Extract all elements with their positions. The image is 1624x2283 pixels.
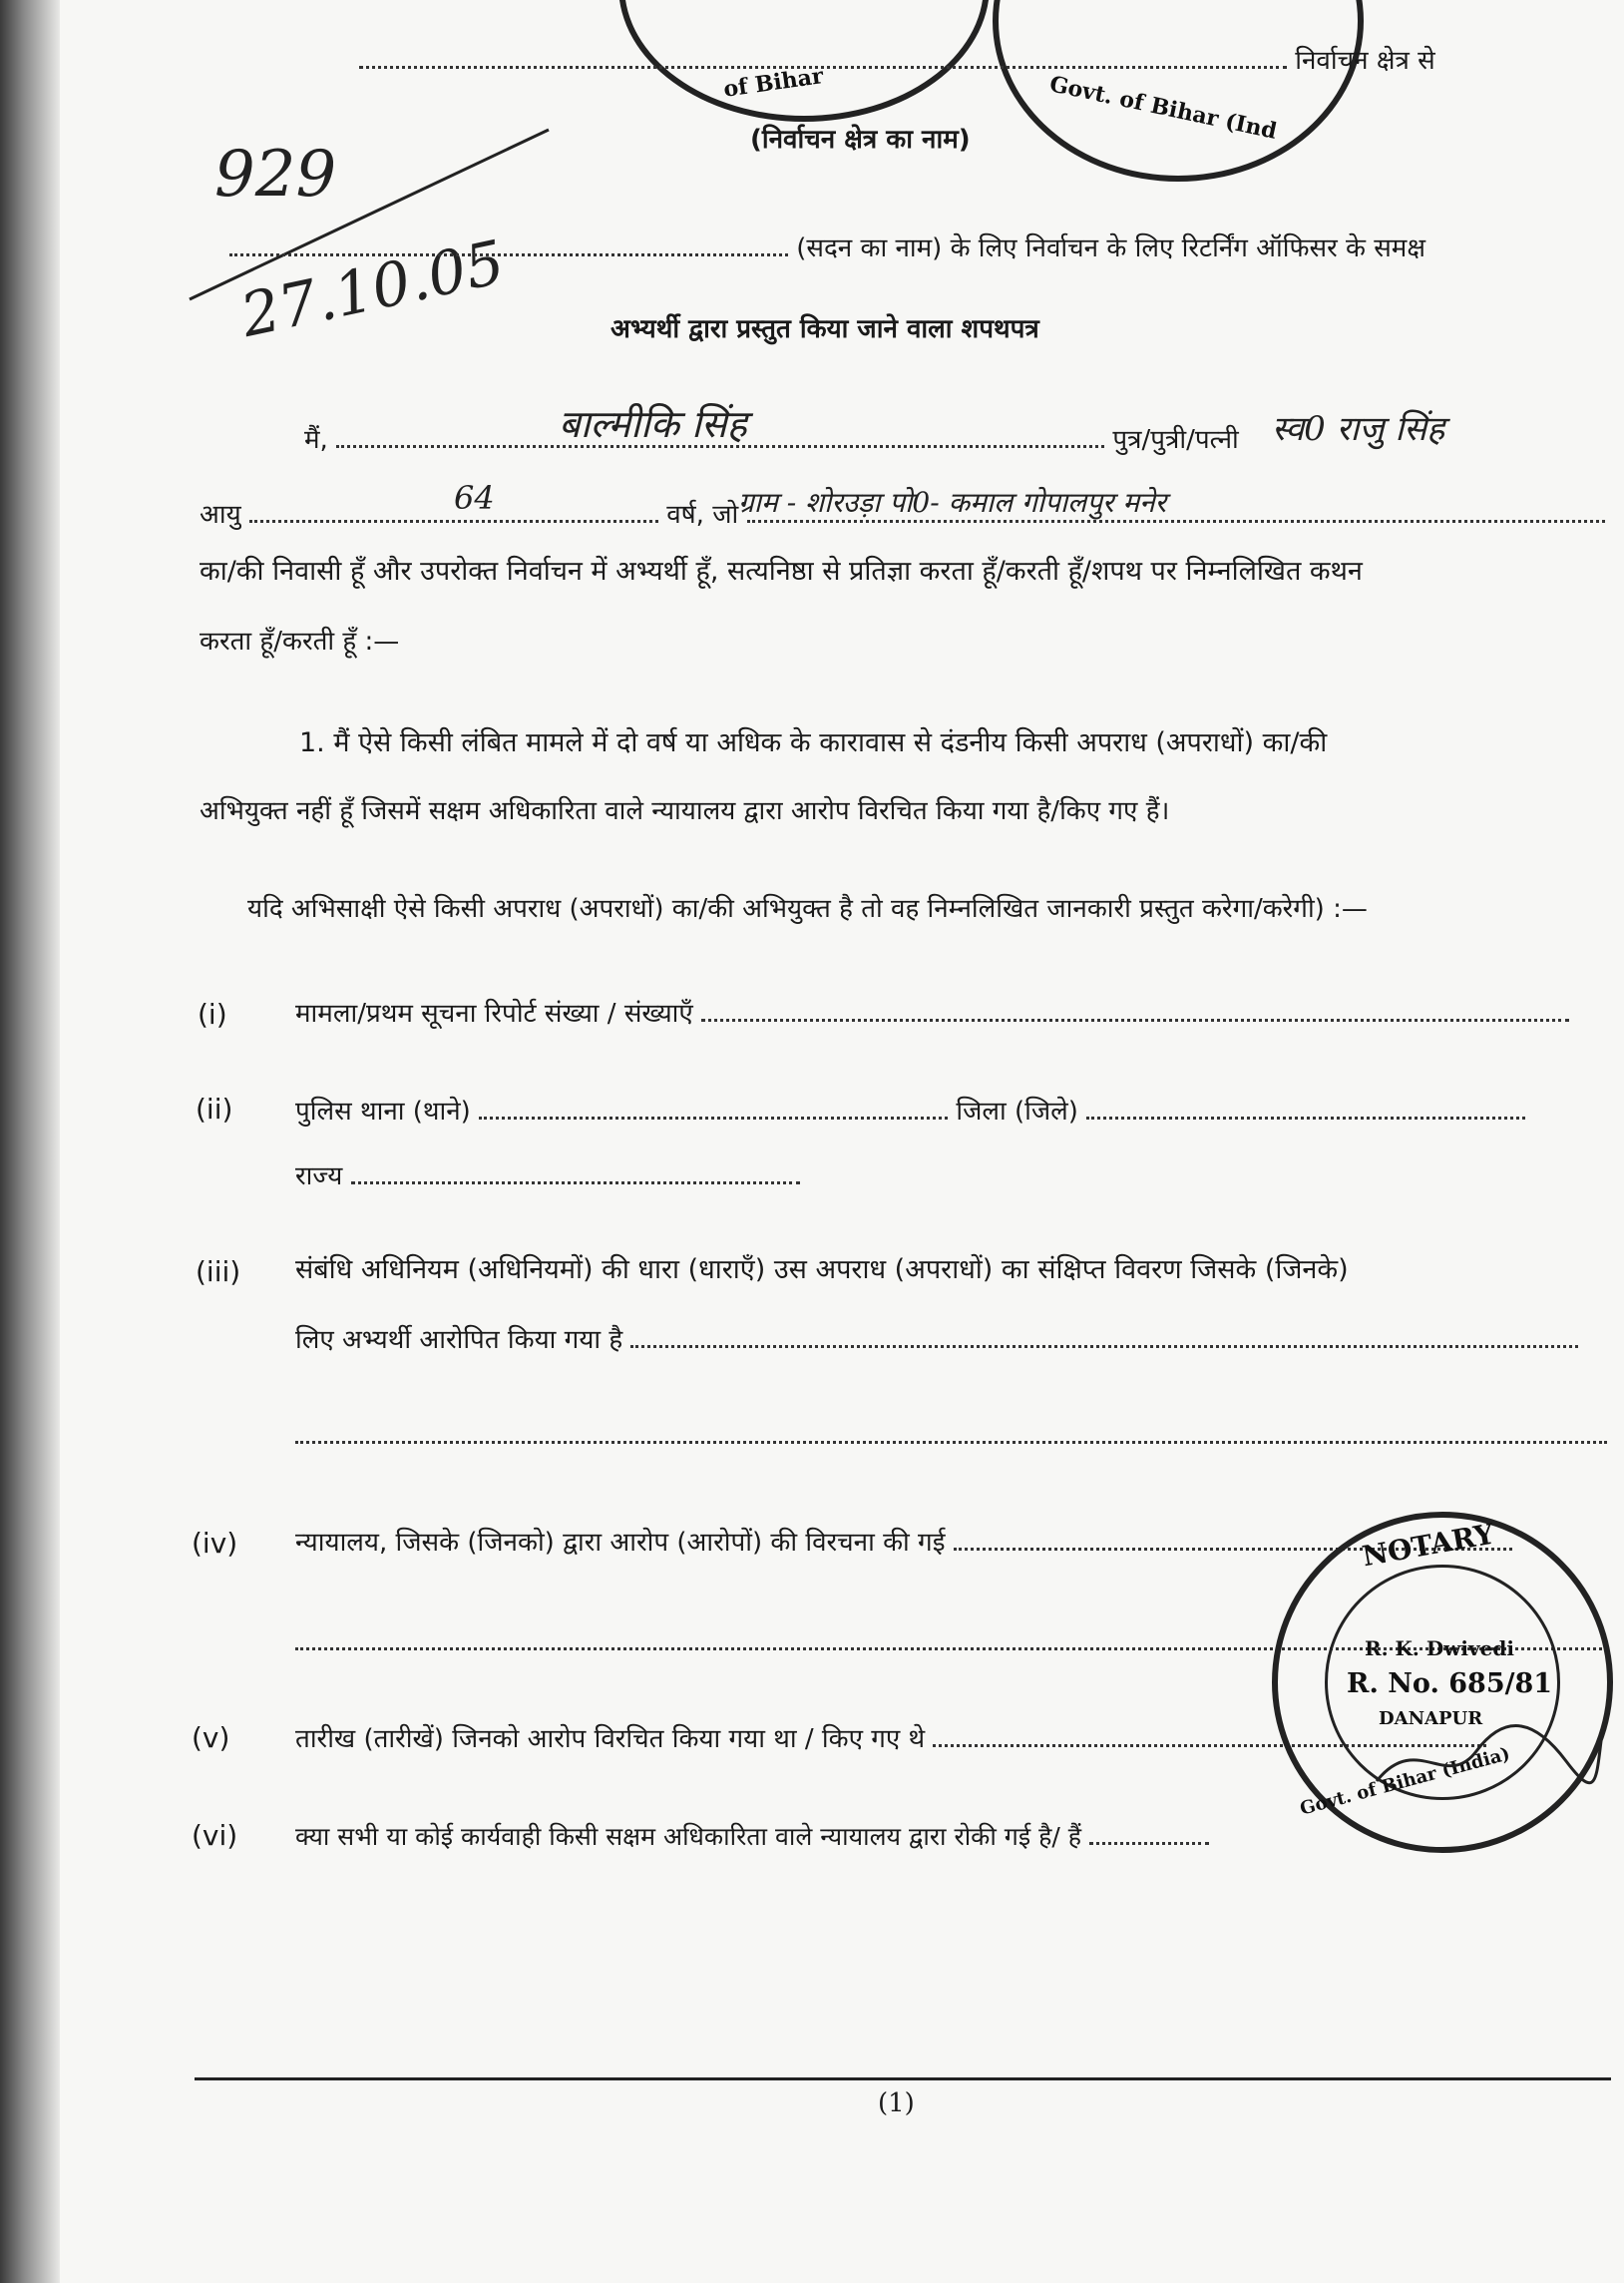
receipt-number: 929	[214, 138, 337, 212]
item-number: (i)	[198, 998, 227, 1031]
clause1-condition: यदि अभिसाक्षी ऐसे किसी अपराध (अपराधों) का/की अभियुक्त है तो वह निम्नलिखित जानकारी प्रस्तुत करेगा/करेगी) :—	[247, 894, 1368, 924]
item-ii-line	[295, 1091, 1525, 1130]
item-text: मामला/प्रथम सूचना रिपोर्ट संख्या / संख्याएँ	[295, 999, 693, 1029]
address-value: ग्राम - शोरउड़ा पो0- कमाल गोपालपुर मनेर	[738, 486, 1167, 519]
relation-name: स्व0 राजु सिंह	[1272, 409, 1445, 449]
item-vi-line	[295, 1816, 1209, 1855]
deponent-prefix: मैं,	[304, 425, 328, 455]
item-number: (vi)	[192, 1819, 238, 1852]
years-label: वर्ष, जो	[666, 500, 739, 530]
notary-ring-text: Govt. of Bihar (India)	[1297, 1743, 1512, 1820]
constituency-line	[359, 40, 1435, 79]
item-number: (iv)	[192, 1527, 238, 1560]
age-label: आयु	[200, 500, 241, 530]
police-station-dots	[479, 1091, 948, 1120]
constituency-dots	[359, 40, 1287, 69]
notary-signature	[1367, 1711, 1606, 1801]
item-iii-extra-line	[295, 1415, 1607, 1454]
receipt-date: 27.10.05	[234, 227, 511, 352]
item-text: संबंधि अधिनियम (अधिनियमों) की धारा (धाराएँ) उस अपराध (अपराधों) का संक्षिप्त विवरण जिसके (जिनके)	[295, 1254, 1349, 1285]
scan-edge-shadow	[0, 0, 60, 2283]
deponent-name: बाल्मीकि सिंह	[559, 402, 747, 446]
notary-registration: R. No. 685/81	[1347, 1668, 1553, 1699]
deponent-name-line	[304, 419, 1239, 458]
notary-place: DANAPUR	[1379, 1708, 1483, 1729]
item-i-dots	[701, 993, 1569, 1022]
house-dots	[229, 228, 788, 256]
top-right-seal-text: Govt. of Bihar (Ind	[1046, 71, 1280, 145]
receipt-strike-line	[180, 120, 559, 319]
state-dots	[351, 1155, 800, 1184]
clause1-line2: अभियुक्त नहीं हूँ जिसमें सक्षम अधिकारिता वाले न्यायालय द्वारा आरोप विरचित किया गया है/किए गए हैं।	[200, 796, 1170, 826]
house-line	[229, 228, 1425, 266]
top-left-seal-text: of Bihar	[721, 63, 825, 103]
relation-label: पुत्र/पुत्री/पत्नी	[1112, 425, 1239, 455]
page-number: (1)	[878, 2088, 915, 2118]
notary-heading: NOTARY	[1360, 1517, 1497, 1574]
notary-name: R. K. Dwivedi	[1365, 1636, 1514, 1660]
item-number: (iii)	[196, 1255, 241, 1288]
clause1-line1: 1. मैं ऐसे किसी लंबित मामले में दो वर्ष या अधिक के कारावास से दंडनीय किसी अपराध (अपराधों) का/की	[299, 727, 1328, 758]
item-iii-extra-dots	[295, 1415, 1607, 1444]
item-number: (v)	[192, 1721, 230, 1754]
item-number: (ii)	[196, 1093, 233, 1126]
item-text: लिए अभ्यर्थी आरोपित किया गया है	[295, 1325, 623, 1355]
item-text: तारीख (तारीखें) जिनको आरोप विरचित किया गया था / किए गए थे	[295, 1724, 926, 1754]
item-text: न्यायालय, जिसके (जिनको) द्वारा आरोप (आरोपों) की विरचना की गई	[295, 1528, 946, 1558]
item-text: क्या सभी या कोई कार्यवाही किसी सक्षम अधिकारिता वाले न्यायालय द्वारा रोकी गई है/ हैं	[295, 1822, 1082, 1851]
resident-line: का/की निवासी हूँ और उपरोक्त निर्वाचन में अभ्यर्थी हूँ, सत्यनिष्ठा से प्रतिज्ञा करता हूँ/करती हूँ/शपथ पर निम्नलिखित कथन	[200, 556, 1363, 587]
item-vi-dots	[1089, 1816, 1209, 1845]
footer-rule	[195, 2077, 1611, 2080]
item-iii-line2	[295, 1319, 1578, 1358]
item-text: राज्य	[295, 1161, 343, 1191]
age-value: 64	[454, 479, 495, 517]
item-text: जिला (जिले)	[956, 1097, 1078, 1127]
item-ii-state-line	[295, 1155, 800, 1194]
item-text: पुलिस थाना (थाने)	[295, 1097, 471, 1127]
item-iii-dots	[630, 1319, 1578, 1348]
constituency-suffix: निर्वाचन क्षेत्र से	[1295, 46, 1435, 76]
district-dots	[1086, 1091, 1525, 1120]
resident-line-2: करता हूँ/करती हूँ :—	[200, 627, 400, 657]
constituency-label: (निर्वाचन क्षेत्र का नाम)	[750, 125, 971, 155]
document-title: अभ्यर्थी द्वारा प्रस्तुत किया जाने वाला शपथपत्र	[610, 314, 1039, 344]
item-i-line	[295, 993, 1569, 1032]
house-text: (सदन का नाम) के लिए निर्वाचन के लिए रिटर्निंग ऑफिसर के समक्ष	[796, 233, 1425, 263]
